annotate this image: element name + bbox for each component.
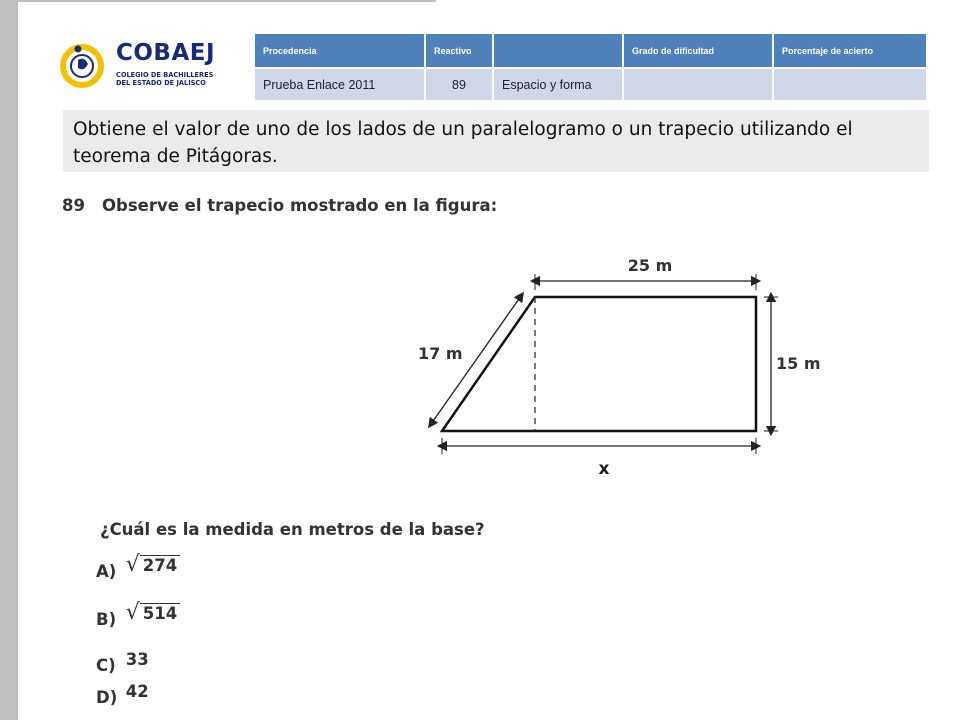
option-letter: C) [96, 656, 116, 675]
height-label: 15 m [776, 354, 821, 373]
header-grado-dificultad: Grado de dificultad [623, 34, 773, 68]
logo-name: COBAEJ [116, 40, 216, 66]
option-value: 42 [125, 682, 149, 701]
table-header-row [255, 34, 927, 68]
option-letter: B) [96, 610, 117, 629]
cobaej-logo-icon [58, 38, 114, 94]
base-label: x [598, 459, 610, 479]
square-root-icon: √ 514 [126, 604, 180, 623]
header-porcentaje-acierto: Porcentaje de acierto [773, 34, 927, 68]
header-reactivo: Reactivo [425, 34, 493, 68]
cell-porcentaje-acierto [773, 68, 927, 100]
cell-procedencia: Prueba Enlace 2011 [255, 68, 425, 100]
info-table [255, 34, 928, 100]
top-divider [18, 0, 436, 2]
option-letter: A) [96, 562, 117, 581]
trapezoid-figure [410, 250, 840, 490]
question-number: 89 [62, 196, 85, 215]
square-root-icon: √ 274 [126, 556, 180, 575]
option-letter: D) [96, 688, 118, 707]
question-text: Observe el trapecio mostrado en la figura: [102, 196, 498, 215]
option-d[interactable] [96, 682, 149, 707]
cell-grado-dificultad [623, 68, 773, 100]
question-header [62, 196, 497, 215]
top-side-label: 25 m [627, 256, 673, 275]
option-b[interactable] [96, 600, 180, 629]
cobaej-logo [58, 38, 218, 98]
option-c[interactable] [96, 650, 149, 675]
left-gray-bar [0, 0, 18, 720]
table-row [255, 68, 927, 100]
cell-tema: Espacio y forma [493, 68, 623, 100]
option-value: 33 [125, 650, 149, 669]
option-a[interactable] [96, 552, 180, 581]
option-value: 514 [140, 603, 180, 623]
header-procedencia: Procedencia [255, 34, 425, 68]
question-prompt: ¿Cuál es la medida en metros de la base? [100, 520, 485, 539]
header-blank [493, 34, 623, 68]
trapezoid-shape [442, 297, 756, 431]
cell-reactivo: 89 [425, 68, 493, 100]
logo-subtitle: COLEGIO DE BACHILLERES DEL ESTADO DE JALISCO [116, 71, 214, 87]
option-value: 274 [140, 555, 180, 575]
learning-statement: Obtiene el valor de uno de los lados de un paralelogramo o un trapecio utilizando el teorema de Pitágoras. [63, 110, 929, 172]
slanted-side-label: 17 m [418, 344, 463, 363]
